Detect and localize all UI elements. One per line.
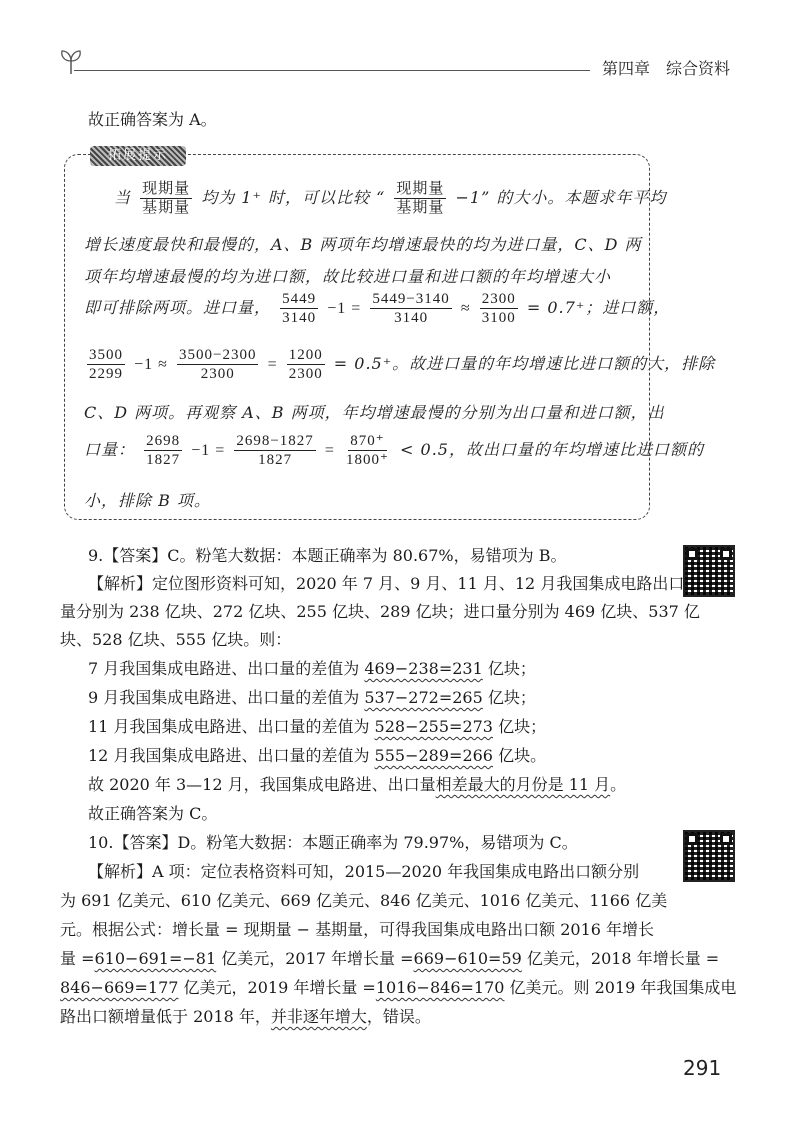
chapter-title xyxy=(602,56,730,79)
tip-line-2: 增长速度最快和最慢的，A、B 两项年均增速最快的均为进口量，C、D 两 xyxy=(84,235,642,254)
tip-label: 拓展提示 xyxy=(90,146,186,166)
q9-row-4: 12 月我国集成电路进、出口量的差值为 555−289=266 亿块。 xyxy=(88,746,547,765)
page-number: 291 xyxy=(683,1056,722,1080)
q9-analysis-3: 块、528 亿块、555 亿块。则： xyxy=(60,630,292,649)
q9-answer: 9.【答案】C。粉笔大数据：本题正确率为 80.67%，易错项为 B。 xyxy=(88,546,567,565)
q10-analysis-3: 元。根据公式：增长量 = 现期量 − 基期量，可得我国集成电路出口额 2016 年增长 xyxy=(60,920,655,939)
tip-line-8: 小，排除 B 项。 xyxy=(84,491,211,510)
q10-answer: 10.【答案】D。粉笔大数据：本题正确率为 79.97%，易错项为 C。 xyxy=(88,833,578,852)
qr-code-icon xyxy=(683,830,735,882)
qr-code-icon xyxy=(683,545,735,597)
tip-line-4: 即可排除两项。进口量， $\frac{5449}{3140}$ −1 = $\frac{5449-3140}{3140}$ ≈ $\frac{2300}{3100}$ = 0.7⁺；进口额， xyxy=(84,291,671,326)
q9-row-3: 11 月我国集成电路进、出口量的差值为 528−255=273 亿块； xyxy=(88,717,547,736)
tip-line-6: C、D 两项。再观察 A、B 两项，年均增速最慢的分别为出口量和进口额，出 xyxy=(84,403,665,422)
chapter-number: 第四章 xyxy=(601,59,650,78)
page-header xyxy=(60,44,740,84)
tip-line-7: 口量： $\frac{2698}{1827}$ −1 = $\frac{2698-1827}{1827}$ = $\frac{870^+}{1800^+}$ < 0.5，故出口量的年均增速比进口额的 xyxy=(84,433,704,468)
q9-row-1: 7 月我国集成电路进、出口量的差值为 469−238=231 亿块； xyxy=(88,659,536,678)
q10-analysis-6: 路出口额增量低于 2018 年，并非逐年增大，错误。 xyxy=(60,1007,431,1026)
q10-analysis-5: 846−669=177 亿美元，2019 年增长量 =1016−846=170 亿美元。则 2019 年我国集成电 xyxy=(60,978,737,997)
tip-line-3: 项年均增速最慢的均为进口额，故比较进口量和进口额的年均增速大小 xyxy=(84,267,612,286)
q9-analysis-1: 【解析】定位图形资料可知，2020 年 7 月、9 月、11 月、12 月我国集成电路出口 xyxy=(88,574,685,593)
q9-analysis-2: 量分别为 238 亿块、272 亿块、255 亿块、289 亿块；进口量分别为 469 亿块、537 亿 xyxy=(60,602,700,621)
tip-line-1: 当 $\frac{\text{现期量}}{\text{基期量}}$ 均为 1⁺ 时，可以比较 “ $\frac{\text{现期量}}{\text{基期量}}$ −1” 的大小。本题求年平均 xyxy=(114,181,667,216)
q9-conclusion: 故 2020 年 3—12 月，我国集成电路进、出口量相差最大的月份是 11 月。 xyxy=(88,775,627,794)
q10-analysis-1: 【解析】A 项：定位表格资料可知，2015—2020 年我国集成电路出口额分别 xyxy=(88,862,640,881)
chapter-section: 综合资料 xyxy=(665,59,730,78)
q9-final: 故正确答案为 C。 xyxy=(88,804,218,823)
q9-row-2: 9 月我国集成电路进、出口量的差值为 537−272=265 亿块； xyxy=(88,688,536,707)
intro-answer: 故正确答案为 A。 xyxy=(88,110,217,129)
header-rule xyxy=(74,70,590,71)
q10-analysis-2: 为 691 亿美元、610 亿美元、669 亿美元、846 亿美元、1016 亿美元、1166 亿美 xyxy=(60,891,668,910)
q10-analysis-4: 量 =610−691=−81 亿美元，2017 年增长量 =669−610=59 亿美元，2018 年增长量 = xyxy=(60,949,720,968)
tip-line-5: $\frac{3500}{2299}$ −1 ≈ $\frac{3500-2300}{2300}$ = $\frac{1200}{2300}$ = 0.5⁺。故进口量的年均增速比进口额的大，排除 xyxy=(89,347,716,382)
